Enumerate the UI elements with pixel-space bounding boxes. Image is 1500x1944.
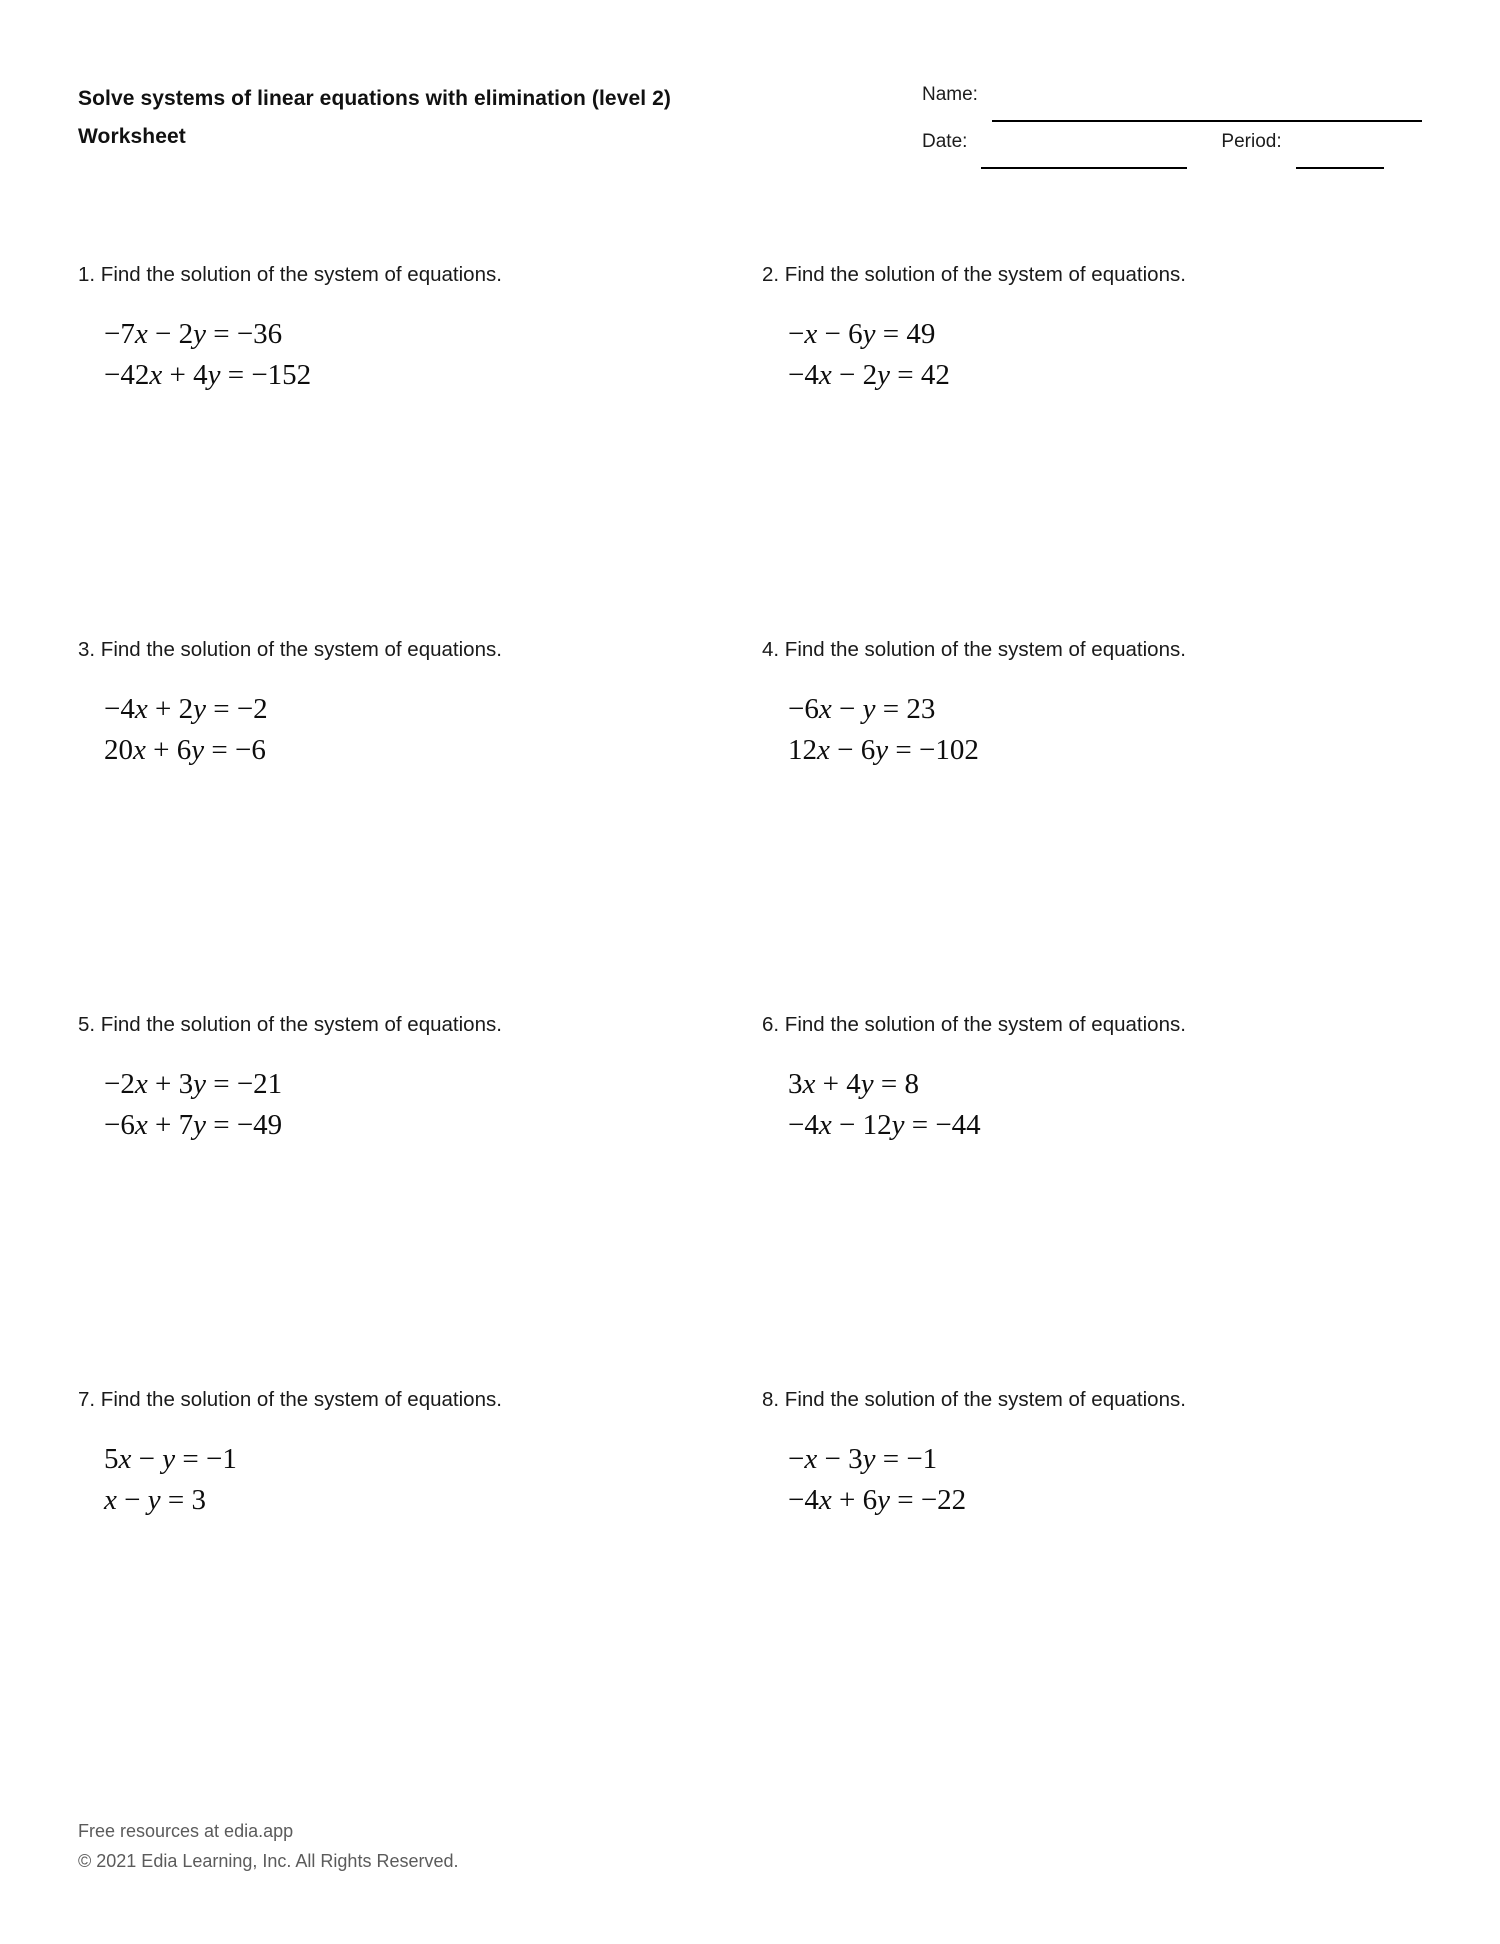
equation-group — [104, 314, 738, 396]
equation-line: −4x − 2y = 42 — [788, 359, 950, 391]
equation-line: −42x + 4y = −152 — [104, 359, 312, 391]
equation-line: −6x + 7y = −49 — [104, 1109, 283, 1141]
equation-group — [104, 1064, 738, 1146]
name-field-label: Name: — [922, 84, 978, 105]
problem-item — [762, 1387, 1422, 1762]
period-field-label: Period: — [1221, 131, 1282, 152]
equation-line: 3x + 4y = 8 — [788, 1068, 919, 1100]
equation-line: −6x − y = 23 — [788, 693, 936, 725]
page-title-line-2: Worksheet — [78, 125, 186, 148]
equation-line: −x − 6y = 49 — [788, 318, 936, 350]
equation-line: x − y = 3 — [104, 1484, 206, 1516]
name-field-row — [922, 84, 1422, 131]
equation-group — [788, 314, 1422, 396]
problem-prompt: 4. Find the solution of the system of equations. — [762, 638, 1186, 661]
equation-group — [104, 689, 738, 771]
problem-prompt: 3. Find the solution of the system of equations. — [78, 638, 502, 661]
equation-line: −7x − 2y = −36 — [104, 318, 283, 350]
problem-item — [78, 1387, 738, 1762]
name-input-line[interactable] — [992, 120, 1422, 122]
date-input-line[interactable] — [981, 167, 1187, 169]
problem-prompt: 1. Find the solution of the system of equations. — [78, 263, 502, 286]
equation-group — [104, 1439, 738, 1521]
date-period-field-row — [922, 131, 1422, 178]
page-title-line-1: Solve systems of linear equations with elimination (level 2) — [78, 87, 671, 110]
student-info-fields — [922, 76, 1422, 178]
page-title — [78, 76, 838, 156]
problem-item — [78, 637, 738, 1012]
problem-item — [762, 1012, 1422, 1387]
problem-prompt: 8. Find the solution of the system of equations. — [762, 1388, 1186, 1411]
equation-group — [788, 1439, 1422, 1521]
problem-prompt: 2. Find the solution of the system of equations. — [762, 263, 1186, 286]
problem-prompt: 5. Find the solution of the system of equations. — [78, 1013, 502, 1036]
problem-prompt: 7. Find the solution of the system of equations. — [78, 1388, 502, 1411]
page-footer — [78, 1816, 458, 1876]
equation-line: 12x − 6y = −102 — [788, 734, 979, 766]
equation-line: −x − 3y = −1 — [788, 1443, 938, 1475]
problem-item — [78, 1012, 738, 1387]
equation-line: −4x + 2y = −2 — [104, 693, 268, 725]
footer-copyright-text: © 2021 Edia Learning, Inc. All Rights Reserved. — [78, 1851, 459, 1871]
equation-group — [788, 1064, 1422, 1146]
equation-line: −4x − 12y = −44 — [788, 1109, 981, 1141]
problem-item — [762, 637, 1422, 1012]
equation-group — [788, 689, 1422, 771]
equation-line: −4x + 6y = −22 — [788, 1484, 967, 1516]
equation-line: −2x + 3y = −21 — [104, 1068, 283, 1100]
date-field-label: Date: — [922, 131, 968, 152]
problem-prompt: 6. Find the solution of the system of equations. — [762, 1013, 1186, 1036]
footer-resources-text: Free resources at edia.app — [78, 1821, 294, 1841]
worksheet-header — [78, 76, 1422, 178]
problem-item — [762, 262, 1422, 637]
problem-item — [78, 262, 738, 637]
equation-line: 20x + 6y = −6 — [104, 734, 266, 766]
period-input-line[interactable] — [1296, 167, 1384, 169]
problem-grid — [78, 262, 1422, 1762]
equation-line: 5x − y = −1 — [104, 1443, 237, 1475]
